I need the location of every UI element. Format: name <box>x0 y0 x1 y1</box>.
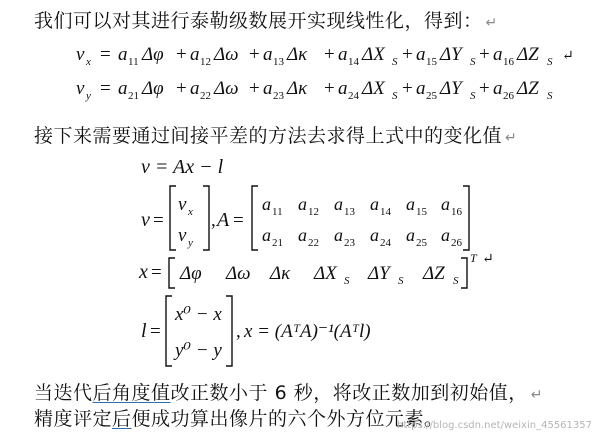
l-vector-equation <box>141 296 371 366</box>
delta-term: ΔY <box>440 78 462 99</box>
x-vector-entry-subscript: S <box>344 275 350 287</box>
matrix-a-cell-subscript: 26 <box>451 237 462 249</box>
l-symbol: l <box>141 320 147 342</box>
x-vector-entry: ΔZ <box>423 263 445 284</box>
coefficient: a <box>338 78 348 99</box>
coefficient: a <box>118 78 128 99</box>
matrix-a-cell: a <box>334 225 343 245</box>
l-bracket-right <box>226 296 232 366</box>
matrix-a-cell-subscript: 21 <box>272 237 283 249</box>
delta-subscript: S <box>470 90 476 102</box>
solution-formula: x = (AᵀA)⁻¹(Aᵀl) <box>244 321 371 342</box>
v-bracket-right <box>203 186 209 250</box>
matrix-a-cell: a <box>370 225 379 245</box>
delta-term: ΔX <box>362 44 385 65</box>
matrix-a-cell: a <box>334 194 343 214</box>
equation-v-ax-l: v = Ax − l <box>141 156 224 178</box>
delta-subscript: S <box>392 56 398 68</box>
coefficient: a <box>493 44 503 65</box>
matrix-a-cell: a <box>370 194 379 214</box>
matrix-a-cell: a <box>262 225 271 245</box>
coefficient-subscript: 26 <box>503 90 514 102</box>
matrix-a-cell-subscript: 11 <box>272 206 283 218</box>
matrix-a-cell-subscript: 24 <box>380 237 391 249</box>
plus-sign: + <box>479 78 490 99</box>
matrix-a-cell: a <box>262 194 271 214</box>
plus-sign: + <box>176 78 187 99</box>
x-symbol: x <box>139 261 148 283</box>
x-vector-equation <box>138 251 494 288</box>
x-equals: = <box>151 262 162 283</box>
l-bracket-left <box>166 296 172 366</box>
conclusion-1-underlined: 后角度值 <box>92 382 171 404</box>
x-bracket-left <box>169 258 175 288</box>
v-vector-entry-1: v <box>178 194 187 215</box>
coefficient: a <box>416 78 426 99</box>
delta-subscript: S <box>392 90 398 102</box>
delta-term: ΔZ <box>517 78 539 99</box>
return-mark-icon: ↵ <box>505 130 518 146</box>
plus-sign: + <box>324 78 335 99</box>
matrix-a <box>262 194 463 249</box>
delta-term: ΔX <box>362 78 385 99</box>
coefficient-subscript: 24 <box>348 90 359 102</box>
eq1-equals: = <box>100 44 111 65</box>
plus-sign: + <box>479 44 490 65</box>
delta-subscript: S <box>547 56 553 68</box>
watermark: https://blog.csdn.net/weixin_45561357 <box>396 420 592 431</box>
matrix-a-cell: a <box>406 194 415 214</box>
comma-x: , <box>236 321 241 342</box>
coefficient: a <box>493 78 503 99</box>
a-bracket-left <box>252 186 258 250</box>
transpose-mark: T <box>470 251 477 265</box>
matrix-a-cell-subscript: 23 <box>344 237 355 249</box>
matrix-a-cell-subscript: 25 <box>416 237 427 249</box>
coefficient-subscript: 11 <box>128 56 139 68</box>
coefficient: a <box>190 78 200 99</box>
eq1-lhs-sub: x <box>86 56 91 68</box>
a-symbol: A <box>217 209 230 231</box>
equation-vy <box>76 78 553 102</box>
coefficient: a <box>263 44 273 65</box>
delta-term: Δκ <box>287 78 308 99</box>
plus-sign: + <box>176 44 187 65</box>
l-equals: = <box>150 321 161 342</box>
x-vector-entry: ΔX <box>314 263 337 284</box>
v-vector-equation <box>141 186 469 250</box>
x-vector-entry: Δω <box>226 263 251 284</box>
delta-term: Δω <box>214 44 239 65</box>
delta-term: ΔZ <box>517 44 539 65</box>
x-vector-entry-subscript: S <box>453 275 459 287</box>
x-vector-entries <box>179 263 459 287</box>
coefficient-subscript: 25 <box>426 90 437 102</box>
v-symbol: v <box>141 209 150 231</box>
middle-sentence: 接下来需要通过间接平差的方法去求得上式中的变化值 <box>34 125 503 147</box>
eq2-lhs: v <box>76 78 85 99</box>
eq2-terms <box>118 78 553 102</box>
plus-sign: + <box>249 78 260 99</box>
x-vector-entry: ΔY <box>368 263 390 284</box>
matrix-a-cell-subscript: 13 <box>344 206 355 218</box>
coefficient: a <box>416 44 426 65</box>
conclusion-2-post: 便成功算出像片的六个外方位元素。 <box>131 408 444 430</box>
v-vector-entry-2: v <box>178 225 187 246</box>
coefficient-subscript: 22 <box>200 90 211 102</box>
equation-vx <box>76 44 553 68</box>
v-vector-entry-2-sub: y <box>188 237 193 249</box>
coefficient-subscript: 13 <box>273 56 284 68</box>
coefficient: a <box>190 44 200 65</box>
coefficient: a <box>118 44 128 65</box>
coefficient: a <box>338 44 348 65</box>
matrix-a-cell: a <box>406 225 415 245</box>
coefficient-subscript: 12 <box>200 56 211 68</box>
delta-subscript: S <box>547 90 553 102</box>
eq2-equals: = <box>100 78 111 99</box>
plus-sign: + <box>402 78 413 99</box>
return-mark-icon: ↵ <box>530 387 543 403</box>
l-vector-entry-2: y⁰ − y <box>175 340 222 361</box>
eq1-lhs: v <box>76 44 85 65</box>
a-bracket-right <box>463 186 469 250</box>
conclusion-1-pre: 当迭代 <box>34 382 93 404</box>
coefficient-subscript: 23 <box>273 90 284 102</box>
delta-term: Δφ <box>142 44 164 65</box>
return-mark-icon: ↵ <box>485 15 498 31</box>
matrix-a-cell-subscript: 16 <box>451 206 462 218</box>
x-bracket-right <box>461 258 467 288</box>
x-vector-entry-subscript: S <box>398 275 404 287</box>
eq1-terms <box>118 44 553 68</box>
a-equals: = <box>233 210 244 231</box>
return-mark-icon: ↵ <box>562 49 574 64</box>
matrix-a-cell: a <box>441 225 450 245</box>
v-vector-entry-1-sub: x <box>188 206 193 218</box>
matrix-a-cell: a <box>441 194 450 214</box>
matrix-a-cell-subscript: 14 <box>380 206 391 218</box>
intro-sentence: 我们可以对其进行泰勒级数展开实现线性化，得到： <box>34 10 483 32</box>
conclusion-2-underlined: 后 <box>112 408 132 430</box>
matrix-a-cell: a <box>298 225 307 245</box>
coefficient-subscript: 14 <box>348 56 359 68</box>
v-bracket-left <box>170 186 176 250</box>
conclusion-2-pre: 精度评定 <box>34 408 113 430</box>
v-equals: = <box>153 210 164 231</box>
delta-subscript: S <box>470 56 476 68</box>
l-vector-entry-1: x⁰ − x <box>175 304 222 325</box>
matrix-a-cell-subscript: 12 <box>308 206 319 218</box>
x-vector-entry: Δκ <box>270 263 291 284</box>
coefficient-subscript: 21 <box>128 90 139 102</box>
delta-term: Δφ <box>142 78 164 99</box>
plus-sign: + <box>324 44 335 65</box>
coefficient-subscript: 16 <box>503 56 514 68</box>
matrix-a-cell-subscript: 15 <box>416 206 427 218</box>
plus-sign: + <box>249 44 260 65</box>
matrix-a-cell: a <box>298 194 307 214</box>
coefficient: a <box>263 78 273 99</box>
conclusion-1-post: 改正数小于 6 秒，将改正数加到初始值， <box>170 382 528 404</box>
eq2-lhs-sub: y <box>86 90 91 102</box>
x-vector-entry: Δφ <box>180 263 202 284</box>
coefficient-subscript: 15 <box>426 56 437 68</box>
delta-term: Δω <box>214 78 239 99</box>
plus-sign: + <box>402 44 413 65</box>
comma-a: , <box>211 210 216 231</box>
matrix-a-cell-subscript: 22 <box>308 237 319 249</box>
return-mark-icon: ↵ <box>482 252 494 267</box>
delta-term: Δκ <box>287 44 308 65</box>
delta-term: ΔY <box>440 44 462 65</box>
